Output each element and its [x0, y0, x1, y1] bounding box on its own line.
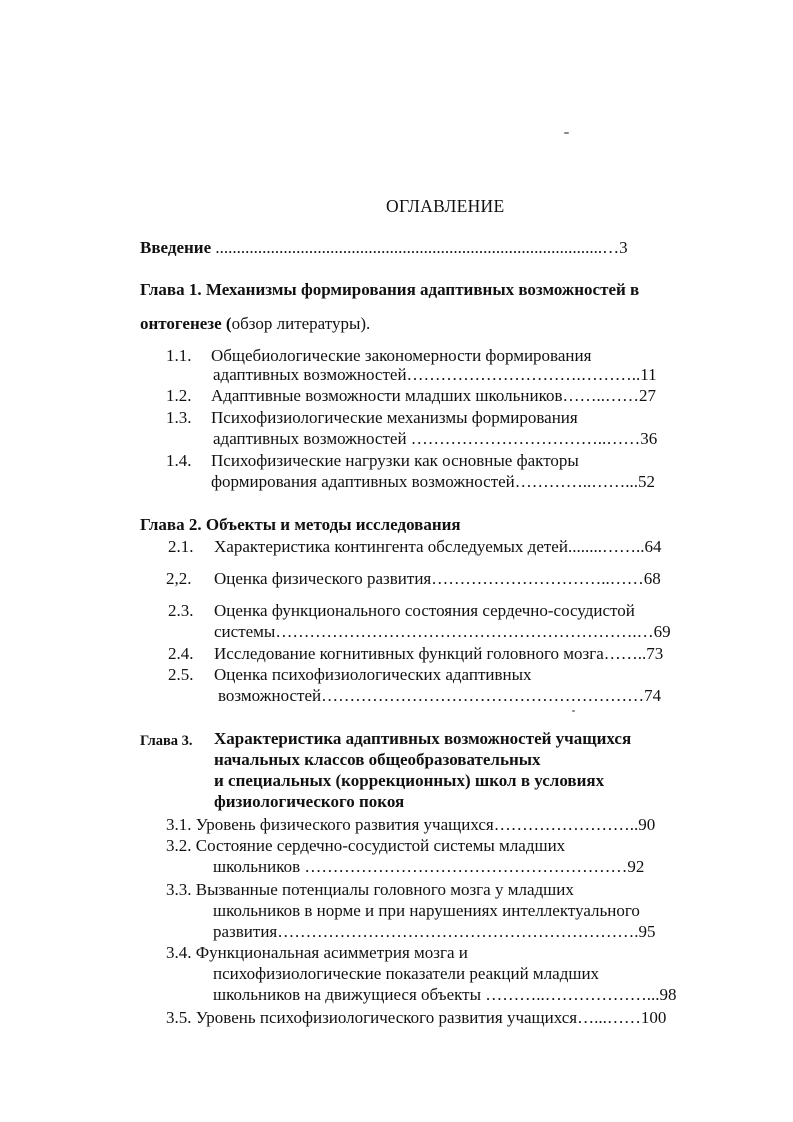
chapter-3-title-cont[interactable]: начальных классов общеобразовательных — [214, 750, 541, 769]
section-3-3-cont[interactable]: школьников в норме и при нарушениях интеллектуального — [213, 901, 640, 920]
section-2-5-cont[interactable]: возможностей…………………………………………………74 — [218, 686, 662, 705]
section-1-3[interactable]: Психофизиологические механизмы формирования — [211, 408, 578, 427]
scan-speck — [564, 132, 569, 134]
section-3-4[interactable]: 3.4. Функциональная асимметрия мозга и — [166, 943, 468, 962]
section-1-4[interactable]: Психофизические нагрузки как основные факторы — [211, 451, 579, 470]
section-2-2[interactable]: Оценка физического развития…………………………..……68 — [214, 569, 661, 588]
section-3-3[interactable]: 3.3. Вызванные потенциалы головного мозга у младших — [166, 880, 574, 899]
section-3-2-cont[interactable]: школьников …………………………………………………92 — [213, 857, 645, 876]
section-2-5[interactable]: Оценка психофизиологических адаптивных — [214, 665, 532, 684]
chapter-1-subtitle — [140, 314, 370, 334]
section-3-1[interactable]: 3.1. Уровень физического развития учащихся……………………..90 — [166, 815, 656, 834]
section-2-1[interactable]: Характеристика контингента обследуемых детей........……..64 — [214, 537, 662, 556]
section-number: 1.4. — [166, 451, 192, 470]
section-1-3-cont[interactable]: адаптивных возможностей ……………………………..……36 — [213, 429, 658, 448]
chapter-3-title-cont[interactable]: и специальных (коррекционных) школ в условиях — [214, 771, 605, 790]
chapter-1-subtitle-rest: обзор литературы). — [231, 314, 371, 333]
section-number: 2.4. — [168, 644, 194, 663]
section-3-4-cont[interactable]: школьников на движущиеся объекты ………..………………...98 — [213, 985, 677, 1004]
toc-title: ОГЛАВЛЕНИЕ — [386, 196, 505, 216]
chapter-3-title-cont[interactable]: физиологического покоя — [214, 792, 405, 811]
intro-label: Введение — [140, 238, 212, 257]
section-1-4-cont[interactable]: формирования адаптивных возможностей…………..……...52 — [211, 472, 656, 491]
chapter-1-subtitle-bold: онтогенезе ( — [140, 314, 232, 333]
section-number: 1.2. — [166, 386, 192, 405]
section-1-2[interactable]: Адаптивные возможности младших школьников……..……27 — [211, 386, 657, 405]
section-number: 1.1. — [166, 346, 192, 365]
section-number: 2,2. — [166, 569, 192, 588]
intro-leader: ...........................................................................................…3 — [211, 238, 628, 257]
section-number: 2.5. — [168, 665, 194, 684]
section-2-3[interactable]: Оценка функционального состояния сердечно-сосудистой — [214, 601, 635, 620]
section-3-2[interactable]: 3.2. Состояние сердечно-сосудистой системы младших — [166, 836, 566, 855]
section-2-4[interactable]: Исследование когнитивных функций головного мозга……..73 — [214, 644, 664, 663]
section-3-5[interactable]: 3.5. Уровень психофизиологического развития учащихся…...……100 — [166, 1008, 667, 1027]
section-number: 2.1. — [168, 537, 194, 556]
chapter-3-title[interactable]: Характеристика адаптивных возможностей учащихся — [214, 729, 632, 748]
section-2-3-cont[interactable]: системы……………………………………………………….…69 — [214, 622, 671, 641]
chapter-3-label: Глава 3. — [140, 733, 193, 749]
chapter-1-title[interactable]: Глава 1. Механизмы формирования адаптивных возможностей в — [140, 280, 640, 299]
section-3-4-cont[interactable]: психофизиологические показатели реакций младших — [213, 964, 600, 983]
section-1-1-cont[interactable]: адаптивных возможностей………………………….………..11 — [213, 365, 657, 384]
section-1-1[interactable]: Общебиологические закономерности формирования — [211, 346, 592, 365]
section-number: 1.3. — [166, 408, 192, 427]
toc-entry-intro[interactable] — [140, 238, 628, 258]
scan-speck — [572, 710, 575, 712]
section-3-3-cont[interactable]: развития……………………………………………………….95 — [213, 922, 656, 941]
section-number: 2.3. — [168, 601, 194, 620]
chapter-2-title[interactable]: Глава 2. Объекты и методы исследования — [140, 515, 461, 534]
